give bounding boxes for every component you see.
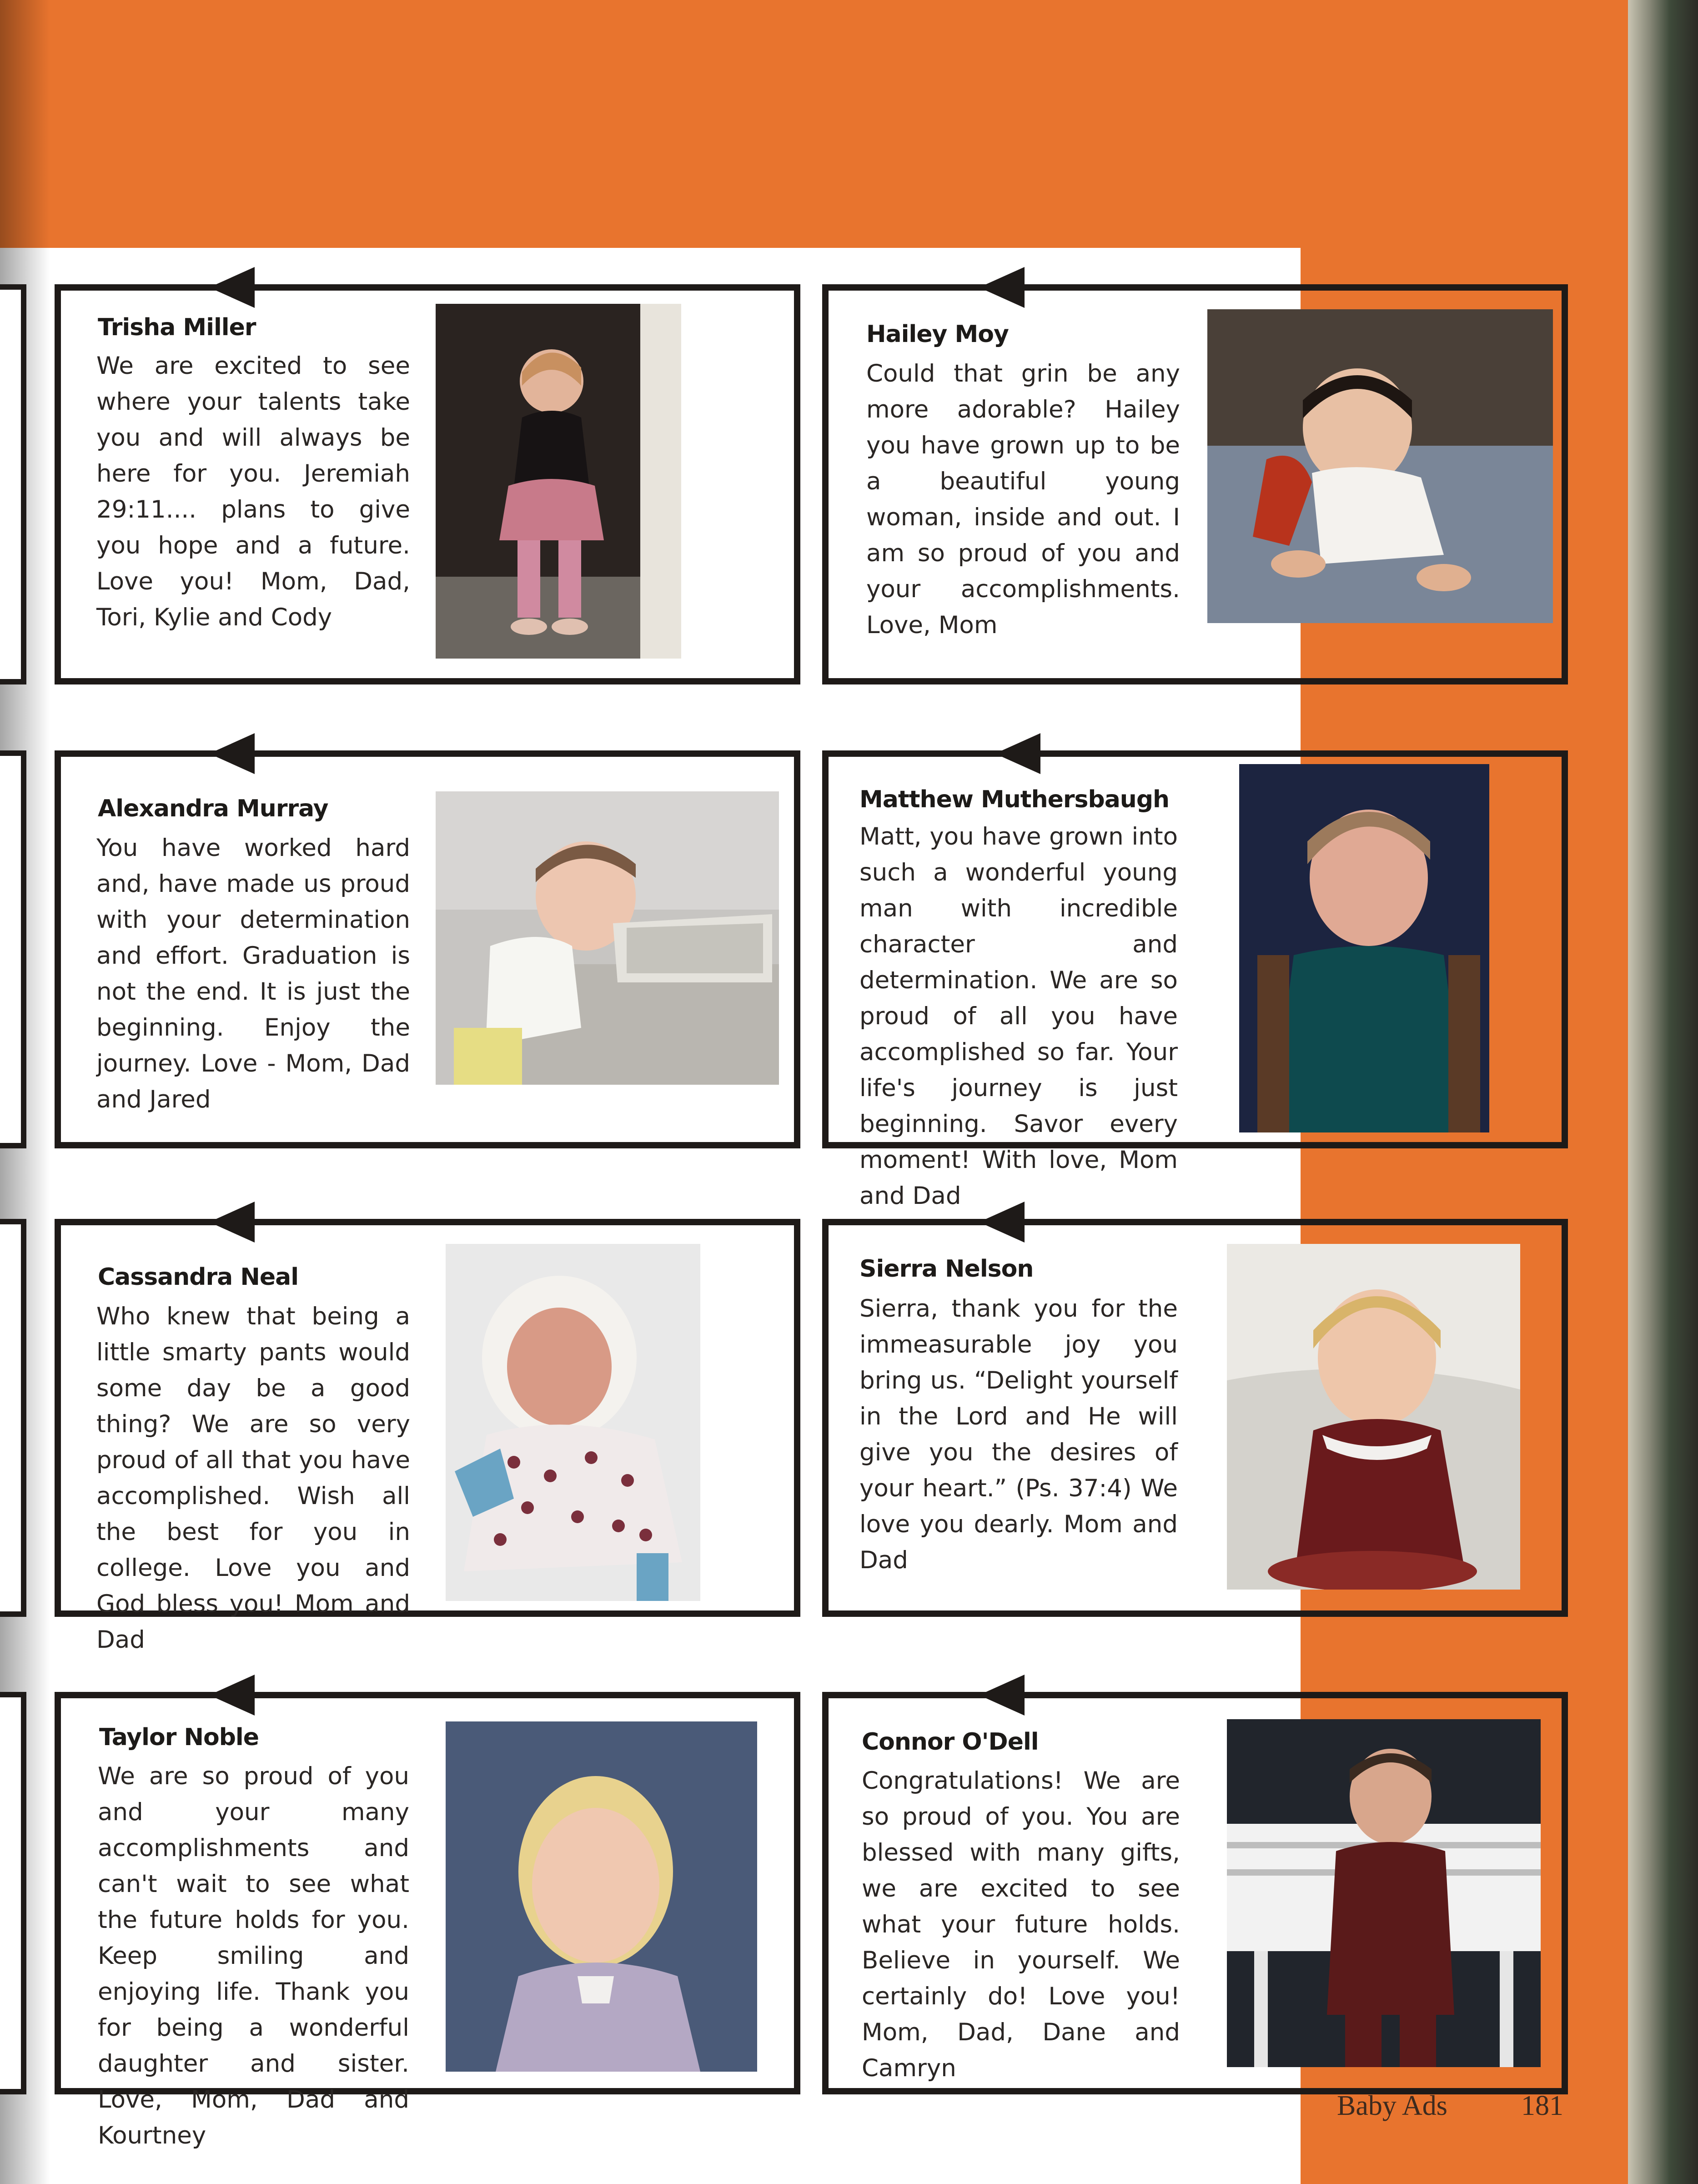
ad-message: Sierra, thank you for the immeasurable joy you bring us. “Delight yourself in the Lord and He will give you the desires of your heart.” (Ps. 37:4) We love you dearly. Mom and Dad <box>859 1295 1178 1574</box>
left-page-frame-edge <box>0 750 26 1148</box>
ad-message: You have worked hard and, have made us proud with your determination and effort. Graduation is not the end. It is just the beginning. Enjoy the journey. Love - Mom, Dad and Jared <box>96 834 410 1113</box>
ad-name: Matthew Muthersbaugh <box>859 786 1170 813</box>
book-page-edge <box>1628 0 1698 2184</box>
orange-header-band <box>0 0 1628 248</box>
ad-name: Alexandra Murray <box>98 795 328 822</box>
ad-message: We are so proud of you and your many accomplishments and can't wait to see what the future holds for you. Keep smiling and enjoying life. Thank you for being a wonderful daughter and sister. Love, Mom, Dad and Kourtney <box>98 1762 409 2149</box>
baby-photo <box>1207 309 1553 623</box>
ad-name: Hailey Moy <box>866 321 1009 348</box>
arrow-left-icon <box>209 1675 255 1716</box>
arrow-left-icon <box>209 267 255 308</box>
left-page-frame-edge <box>0 1219 26 1617</box>
arrow-left-icon <box>979 267 1025 308</box>
arrow-left-icon <box>979 1675 1025 1716</box>
baby-photo <box>436 791 779 1085</box>
page-number: 181 <box>1521 2090 1563 2121</box>
ad-message: Matt, you have grown into such a wonderful young man with incredible character and determination. We are so proud of all you have accomplished so far. Your life's journey is just beginning. Savor every moment! With love, Mom and Dad <box>859 823 1178 1210</box>
arrow-left-icon <box>995 733 1040 774</box>
ad-name: Sierra Nelson <box>859 1255 1034 1283</box>
arrow-left-icon <box>979 1202 1025 1243</box>
left-page-frame-edge <box>0 1692 26 2094</box>
baby-photo <box>436 304 681 659</box>
ad-message: Could that grin be any more adorable? Hailey you have grown up to be a beautiful young woman, inside and out. I am so proud of you and your accomplishments. Love, Mom <box>866 360 1180 639</box>
baby-photo <box>1227 1719 1541 2067</box>
ad-name: Taylor Noble <box>99 1724 259 1751</box>
baby-photo <box>446 1721 757 2072</box>
arrow-left-icon <box>209 1202 255 1243</box>
baby-photo <box>446 1244 700 1601</box>
ad-name: Trisha Miller <box>98 314 256 341</box>
arrow-left-icon <box>209 733 255 774</box>
ad-message: Who knew that being a little smarty pants would some day be a good thing? We are so very proud of all that you have accomplished. Wish all the best for you in college. Love you and God bless you! Mom and Dad <box>96 1303 410 1654</box>
left-page-frame-edge <box>0 284 26 684</box>
ad-name: Connor O'Dell <box>862 1728 1039 1756</box>
baby-photo <box>1227 1244 1520 1590</box>
baby-photo <box>1239 764 1489 1132</box>
section-label: Baby Ads <box>1337 2090 1447 2121</box>
ad-message: We are excited to see where your talents take you and will always be here for you. Jeremiah 29:11.... plans to give you hope and a future. Love you! Mom, Dad, Tori, Kylie and Cody <box>96 352 410 631</box>
ad-name: Cassandra Neal <box>98 1263 299 1291</box>
ad-message: Congratulations! We are so proud of you. You are blessed with many gifts, we are excited to see what your future holds. Believe in yourself. We certainly do! Love you! Mom, Dad, Dane and Camryn <box>862 1767 1180 2082</box>
